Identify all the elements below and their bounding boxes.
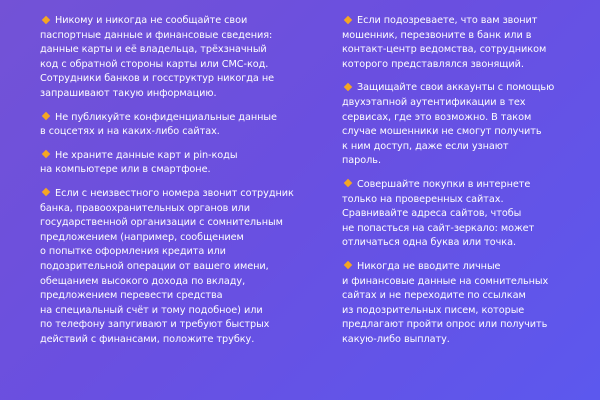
tip-line: не попасться на сайт-зеркало: может bbox=[342, 222, 535, 234]
orange-diamond-icon bbox=[42, 150, 50, 158]
tip-line: Защищайте свои аккаунты с помощью bbox=[357, 82, 555, 94]
tip-line: Не храните данные карт и pin-коды bbox=[55, 149, 238, 161]
orange-diamond-icon bbox=[42, 112, 50, 120]
tip-line: на компьютере или в смартфоне. bbox=[40, 164, 211, 176]
tip-line: Сотрудники банков и госструктур никогда не bbox=[40, 73, 275, 85]
tip-line: контакт-центр ведомства, сотрудником bbox=[342, 44, 547, 56]
orange-diamond-icon bbox=[344, 179, 352, 187]
tip-line: предложением перевести средства bbox=[40, 290, 223, 302]
tip-line: на специальный счёт и тому подобное) или bbox=[40, 304, 263, 316]
tip-line: Совершайте покупки в интернете bbox=[357, 178, 531, 190]
tip-line: о попытке оформления кредита или bbox=[40, 246, 226, 258]
tip-line: запрашивают такую информацию. bbox=[40, 87, 217, 99]
orange-diamond-icon bbox=[42, 188, 50, 196]
tip-line: сайтах и не переходите по ссылкам bbox=[342, 290, 526, 302]
tips-column-right bbox=[342, 14, 580, 356]
tip-line: Если с неизвестного номера звонит сотрудник bbox=[55, 187, 294, 199]
orange-diamond-icon bbox=[344, 261, 352, 269]
tip-line: данные карты и её владельца, трёхзначный bbox=[40, 44, 267, 56]
tip-no-storing-pins bbox=[40, 149, 312, 178]
tip-passport-data bbox=[40, 14, 312, 102]
orange-diamond-icon bbox=[344, 83, 352, 91]
tip-two-factor-auth bbox=[342, 81, 580, 169]
tip-line: и финансовые данные на сомнительных bbox=[342, 275, 549, 287]
tip-line: Не публикуйте конфиденциальные данные bbox=[55, 111, 277, 123]
tip-call-back-bank bbox=[342, 14, 580, 72]
tip-line: паспортные данные и финансовые сведения: bbox=[40, 29, 273, 41]
tip-line: какую-либо выплату. bbox=[342, 333, 450, 345]
tip-line: только на проверенных сайтах. bbox=[342, 193, 504, 205]
tips-column-left bbox=[40, 14, 312, 356]
tip-line: по телефону запугивают и требуют быстрых bbox=[40, 319, 270, 331]
tip-line: из подозрительных писем, которые bbox=[342, 304, 525, 316]
tip-line: код с обратной стороны карты или СМС-код. bbox=[40, 58, 269, 70]
tip-no-publishing bbox=[40, 111, 312, 140]
tip-line: предложением (например, сообщением bbox=[40, 231, 244, 243]
tip-line: мошенник, перезвоните в банк или в bbox=[342, 29, 532, 41]
tip-line: в соцсетях и на каких-либо сайтах. bbox=[40, 126, 220, 138]
tip-line: Если подозреваете, что вам звонит bbox=[357, 15, 538, 26]
tip-line: обещанием высокого дохода по вкладу, bbox=[40, 275, 246, 287]
tip-line: сервисах, где это возможно. В таком bbox=[342, 111, 532, 123]
tip-line: предлагают пройти опрос или получить bbox=[342, 319, 548, 331]
tip-line: Никому и никогда не сообщайте свои bbox=[55, 15, 248, 26]
tip-trusted-shops bbox=[342, 178, 580, 251]
orange-diamond-icon bbox=[344, 15, 352, 23]
tip-line: двухэтапной аутентификации в тех bbox=[342, 96, 526, 108]
tip-line: случае мошенники не смогут получить bbox=[342, 126, 542, 138]
tip-line: подозрительной операции от вашего имени, bbox=[40, 260, 269, 272]
tip-line: государственной организации с сомнительным bbox=[40, 217, 283, 229]
tip-line: пароль. bbox=[342, 155, 381, 167]
tip-line: отличаться одна буква или точка. bbox=[342, 237, 516, 249]
tip-suspicious-sites bbox=[342, 260, 580, 348]
tip-line: Сравнивайте адреса сайтов, чтобы bbox=[342, 208, 522, 220]
tip-unknown-caller bbox=[40, 187, 312, 348]
tip-line: действий с финансами, положите трубку. bbox=[40, 333, 255, 345]
tip-line: к ним доступ, даже если узнают bbox=[342, 140, 509, 152]
tip-line: банка, правоохранительных органов или bbox=[40, 202, 251, 214]
orange-diamond-icon bbox=[42, 15, 50, 23]
tip-line: Никогда не вводите личные bbox=[357, 260, 501, 272]
tip-line: которого представлялся звонящий. bbox=[342, 58, 524, 70]
